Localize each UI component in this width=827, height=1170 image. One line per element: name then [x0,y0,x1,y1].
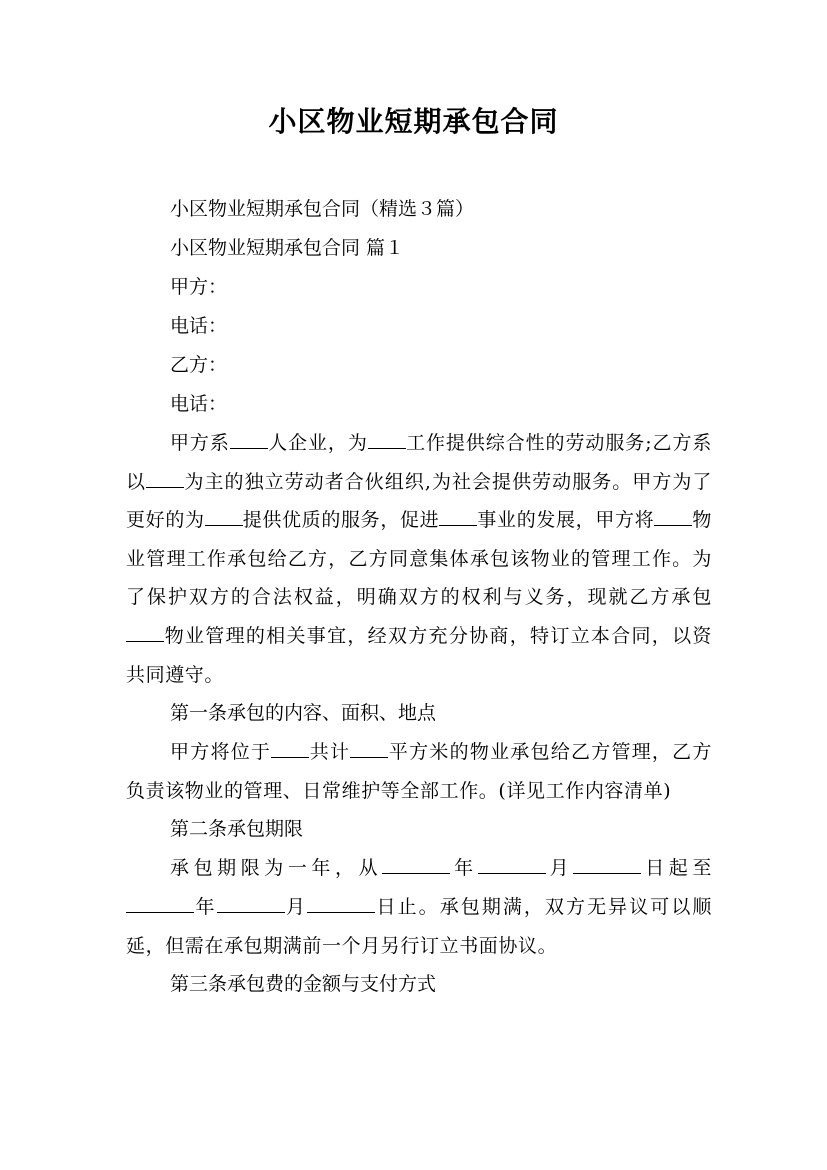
blank-line [126,640,164,642]
blank-line [350,756,388,758]
article-1-heading: 第一条承包的内容、面积、地点 [170,702,437,725]
phone-b-label: 电话： [170,393,228,415]
blank-line [217,911,285,913]
blank-line [478,872,546,874]
blank-line [126,911,194,913]
document-body [126,190,712,1004]
blank-line [205,524,243,526]
article-text: 年 [194,895,217,918]
article-text: 日起至 [641,857,712,880]
article-2-body [126,849,712,965]
intro-text: 甲方系 [170,432,230,454]
article-3-heading: 第三条承包费的金额与支付方式 [170,973,437,996]
article-text: 承包期限为一年，从 [170,857,383,880]
intro-text: 物业管理工作承包给乙方，乙方同意集体承包该物业的管理工作。为了保护双方的合法权益，明确双方的权利与义务，现就乙方承包 [126,509,712,609]
blank-line [573,872,641,874]
article-text: 年 [450,857,478,880]
intro-text: 人企业，为 [267,432,368,454]
article-text: 共计 [309,741,351,764]
blank-line [146,486,184,488]
blank-line [307,911,375,913]
intro-text: 工作提供综合性的劳动服务;乙方系以 [126,432,712,493]
blank-line [368,447,406,449]
blank-line [654,524,692,526]
section-heading: 小区物业短期承包合同 篇１ [170,237,405,259]
intro-text: 为主的独立劳动者合伙组织,为社会提供劳动服务。甲方为了更好的为 [126,470,712,532]
blank-line [439,524,477,526]
article-text: 月 [284,895,308,918]
intro-text: 物业管理的相关事宜，经双方充分协商，特订立本合同，以资共同遵守。 [126,624,712,686]
article-text: 日止。承包期满，双方无异议可以顺延，但需在承包期满前一个月另行订立书面协议。 [126,895,713,957]
party-a-label: 甲方： [170,276,228,298]
article-text: 平方米的物业承包给乙方管理，乙方负责该物业的管理、日常维护等全部工作。(详见工作内容清单) [126,741,712,802]
document-subtitle: 小区物业短期承包合同（精选３篇） [170,198,475,220]
intro-text: 提供优质的服务，促进 [242,509,440,532]
intro-paragraph [126,424,712,694]
party-b-label: 乙方： [170,354,228,376]
blank-line [271,756,309,758]
article-text: 月 [545,857,574,880]
intro-text: 事业的发展，甲方将 [477,509,655,532]
document-title: 小区物业短期承包合同 [268,105,559,138]
article-2-heading: 第二条承包期限 [170,818,304,841]
article-1-body [126,733,712,810]
blank-line [230,447,268,449]
phone-a-label: 电话： [170,315,228,337]
article-text: 甲方将位于 [170,741,272,764]
blank-line [382,872,450,874]
